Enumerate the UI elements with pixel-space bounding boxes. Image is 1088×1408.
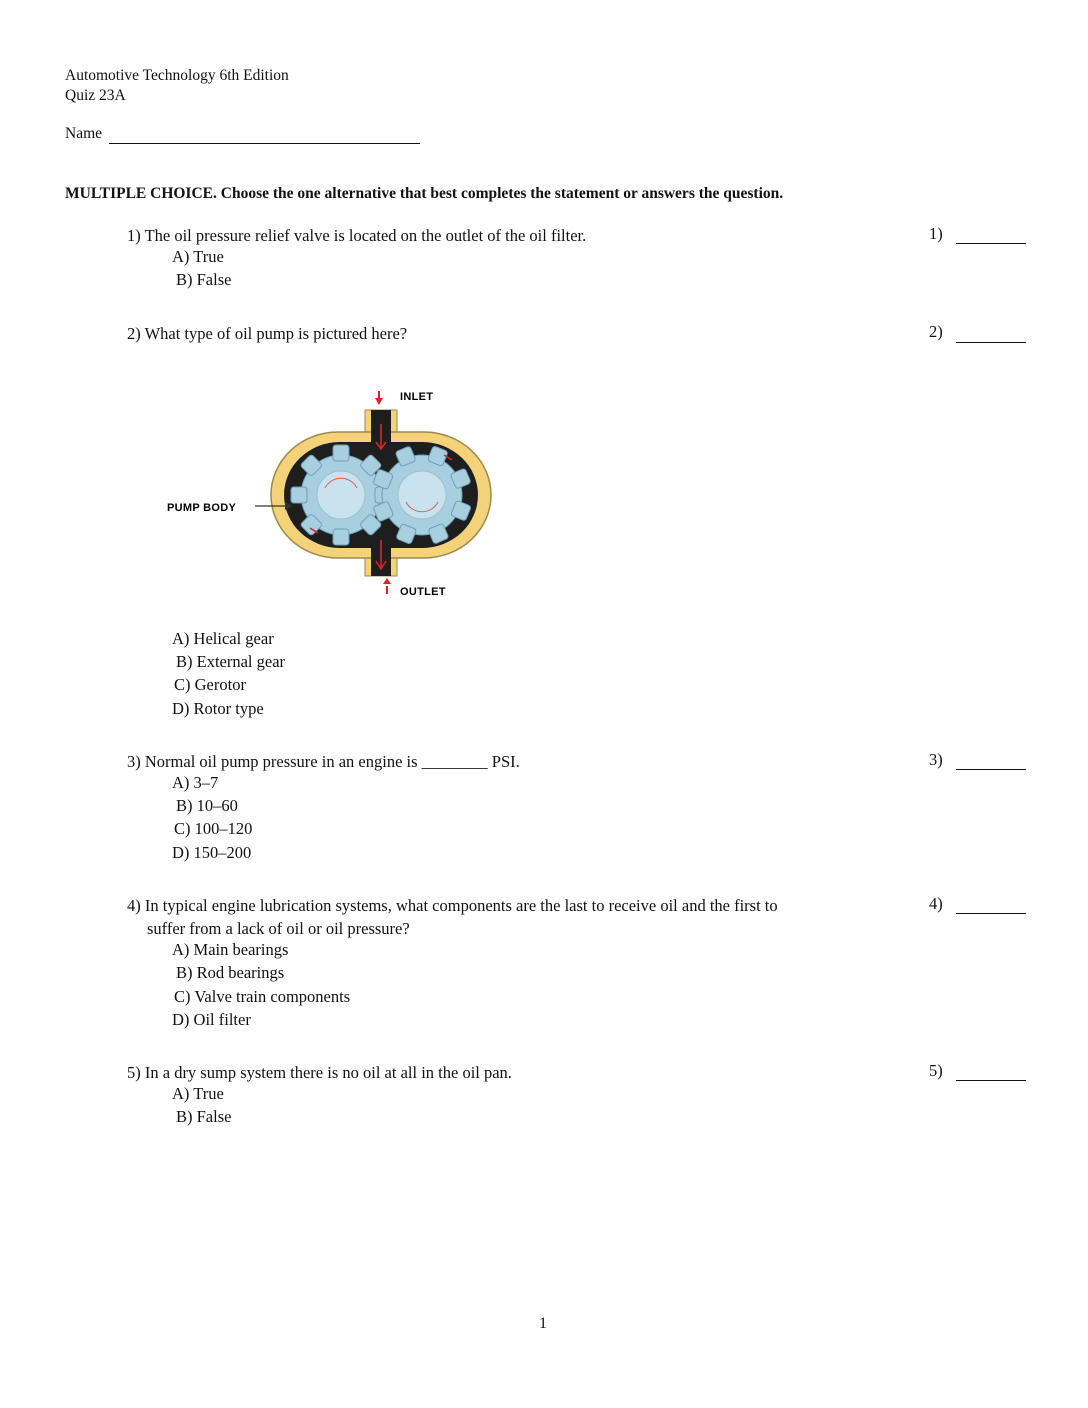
question-3-stem: 3) Normal oil pump pressure in an engine is ________ PSI. xyxy=(127,752,520,771)
question-4-answer-blank[interactable] xyxy=(956,913,1026,914)
question-2-option-a[interactable]: A) Helical gear xyxy=(172,629,274,648)
question-5-option-b[interactable]: B) False xyxy=(176,1107,232,1126)
question-4-option-a[interactable]: A) Main bearings xyxy=(172,940,289,959)
question-4-option-b[interactable]: B) Rod bearings xyxy=(176,963,285,982)
question-2-answer-blank[interactable] xyxy=(956,342,1026,343)
question-2-stem: 2) What type of oil pump is pictured here? xyxy=(127,324,408,343)
question-1-number: 1) xyxy=(929,224,943,243)
question-4-option-d[interactable]: D) Oil filter xyxy=(172,1010,251,1029)
question-2-option-c[interactable]: C) Gerotor xyxy=(174,675,246,694)
question-5-answer-blank[interactable] xyxy=(956,1080,1026,1081)
name-label: Name xyxy=(65,125,103,142)
outlet-arrow-icon xyxy=(383,578,391,594)
question-2-option-d[interactable]: D) Rotor type xyxy=(172,699,264,718)
inlet-arrow-icon xyxy=(375,391,383,405)
instructions: MULTIPLE CHOICE. Choose the one alternative that best completes the statement or answers the question. xyxy=(65,185,784,202)
pump-body-label: PUMP BODY xyxy=(167,502,237,514)
question-1-option-b[interactable]: B) False xyxy=(176,270,232,289)
question-4-option-c[interactable]: C) Valve train components xyxy=(174,987,351,1006)
question-5-number: 5) xyxy=(929,1061,943,1080)
inlet-label: INLET xyxy=(400,391,434,403)
page-number: 1 xyxy=(539,1315,547,1332)
question-5-stem: 5) In a dry sump system there is no oil at all in the oil pan. xyxy=(127,1063,512,1082)
question-3-answer-blank[interactable] xyxy=(956,769,1026,770)
oil-pump-diagram xyxy=(160,380,500,605)
question-2-number: 2) xyxy=(929,322,943,341)
question-3-number: 3) xyxy=(929,750,943,769)
question-2-option-b[interactable]: B) External gear xyxy=(176,652,286,671)
question-4-number: 4) xyxy=(929,894,943,913)
question-1-answer-blank[interactable] xyxy=(956,243,1026,244)
name-field[interactable] xyxy=(109,143,420,144)
outlet-label: OUTLET xyxy=(400,586,446,598)
left-gear xyxy=(291,445,391,545)
quiz-title: Quiz 23A xyxy=(65,87,126,104)
question-1-stem: 1) The oil pressure relief valve is located on the outlet of the oil filter. xyxy=(127,226,587,245)
course-title: Automotive Technology 6th Edition xyxy=(65,67,289,84)
question-1-option-a[interactable]: A) True xyxy=(172,247,224,266)
question-4-stem-line-1: 4) In typical engine lubrication systems, what components are the last to receive oil and the first to xyxy=(127,896,778,915)
question-3-option-c[interactable]: C) 100–120 xyxy=(174,819,253,838)
question-3-option-b[interactable]: B) 10–60 xyxy=(176,796,238,815)
question-3-option-a[interactable]: A) 3–7 xyxy=(172,773,219,792)
question-4-stem-line-2: suffer from a lack of oil or oil pressure? xyxy=(147,919,410,938)
question-3-option-d[interactable]: D) 150–200 xyxy=(172,843,252,862)
question-5-option-a[interactable]: A) True xyxy=(172,1084,224,1103)
